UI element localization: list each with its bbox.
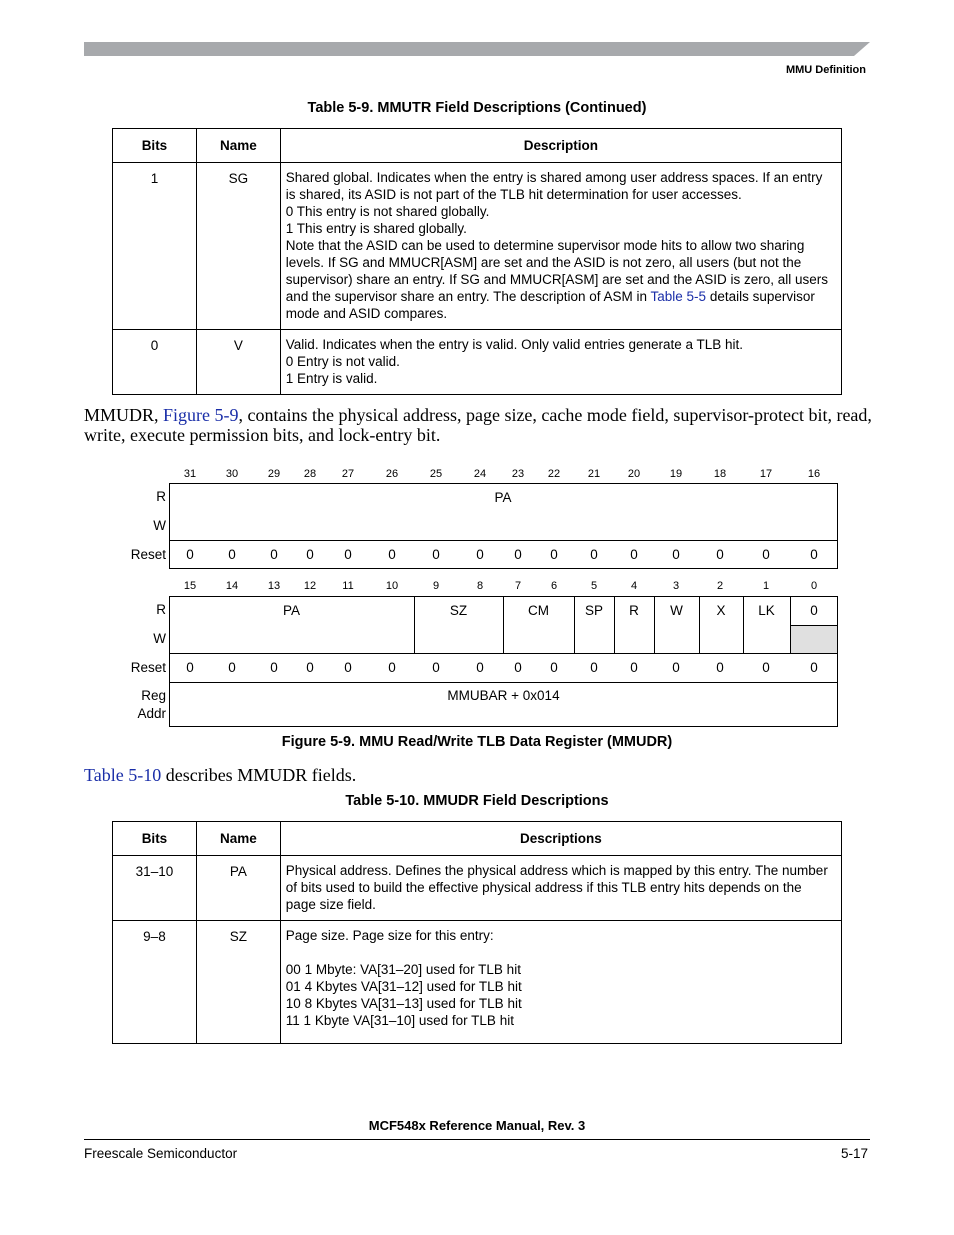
- desc-line: 10 8 Kbytes VA[31–13] used for TLB hit: [285, 996, 522, 1011]
- footer-company: Freescale Semiconductor: [84, 1146, 238, 1161]
- bit-number: 9: [432, 580, 440, 592]
- field-r: R: [629, 603, 639, 618]
- reset-value: 0: [228, 547, 236, 562]
- field-divider: [503, 596, 504, 653]
- header-bar: [84, 42, 870, 56]
- field-cm: CM: [528, 603, 549, 618]
- reset-value: 0: [306, 547, 314, 562]
- footer-rule: [84, 1139, 870, 1140]
- paragraph-text: , contains the physical address, page size, cache mode field, supervisor-protect bit, read, write, execute permission bits, and lock-entry bit.: [84, 405, 872, 445]
- bit-number: 0: [810, 580, 818, 592]
- reset-value: 0: [762, 547, 770, 562]
- field-reserved-zero: 0: [810, 603, 818, 618]
- bit-number: 18: [713, 468, 727, 480]
- desc-line: supervisor) share an entry. If SG and MMUCR[ASM] are set and the ASID is zero, all users: [285, 272, 829, 287]
- bit-number: 14: [225, 580, 239, 592]
- reset-value: 0: [590, 547, 598, 562]
- desc-line-blank: [286, 944, 835, 961]
- bit-number: 3: [672, 580, 680, 592]
- desc-line: [286, 288, 835, 305]
- bit-number: 29: [267, 468, 281, 480]
- desc-line: 01 4 Kbytes VA[31–12] used for TLB hit: [285, 979, 522, 994]
- cell-description: [280, 921, 841, 1044]
- register-upper-box: [169, 483, 838, 569]
- desc-line: 11 1 Kbyte VA[31–10] used for TLB hit: [285, 1013, 514, 1028]
- row-label-w: W: [153, 631, 166, 646]
- field-divider: [414, 596, 415, 653]
- reserved-bit-shading: [790, 625, 837, 653]
- table-row: [113, 330, 842, 395]
- reset-value: 0: [672, 660, 680, 675]
- row-label-reset: Reset: [130, 660, 166, 675]
- bit-number: 23: [511, 468, 525, 480]
- bit-number: 31: [183, 468, 197, 480]
- desc-line: 1 This entry is shared globally.: [285, 221, 467, 236]
- register-lower-box: [169, 596, 838, 683]
- reset-value: 0: [388, 547, 396, 562]
- bit-number: 21: [587, 468, 601, 480]
- field-divider: [743, 596, 744, 653]
- section-label: MMU Definition: [785, 64, 866, 76]
- row-label-r: R: [156, 489, 166, 504]
- footer-manual-title: MCF548x Reference Manual, Rev. 3: [368, 1118, 586, 1133]
- row-label-addr: Addr: [137, 706, 166, 721]
- reset-value: 0: [630, 660, 638, 675]
- bit-number: 10: [385, 580, 399, 592]
- reset-value: 0: [716, 547, 724, 562]
- reset-value: 0: [672, 547, 680, 562]
- header-description: Description: [280, 129, 841, 163]
- bit-number: 12: [303, 580, 317, 592]
- desc-line: Valid. Indicates when the entry is valid. Only valid entries generate a TLB hit.: [285, 337, 744, 352]
- bit-number: 27: [341, 468, 355, 480]
- field-w: W: [670, 603, 683, 618]
- cell-name: SG: [196, 163, 280, 330]
- field-divider: [574, 596, 575, 653]
- cell-bits: 0: [113, 330, 197, 395]
- desc-line: Page size. Page size for this entry:: [285, 928, 494, 943]
- header-bits: Bits: [113, 129, 197, 163]
- desc-line: 0 Entry is not valid.: [285, 354, 400, 369]
- paragraph-text: MMUDR,: [84, 405, 164, 425]
- row-label-r: R: [156, 602, 166, 617]
- bit-number: 8: [476, 580, 484, 592]
- cell-name: PA: [196, 856, 280, 921]
- desc-line: 00 1 Mbyte: VA[31–20] used for TLB hit: [285, 962, 521, 977]
- desc-line: levels. If SG and MMUCR[ASM] are set and the ASID is not zero, all users (but not the: [285, 255, 802, 270]
- bit-number: 20: [627, 468, 641, 480]
- table-5-10: [112, 821, 842, 1044]
- bit-number: 19: [669, 468, 683, 480]
- reset-value: 0: [270, 660, 278, 675]
- desc-line: 1 Entry is valid.: [285, 371, 378, 386]
- cell-description: [280, 163, 841, 330]
- reset-value: 0: [306, 660, 314, 675]
- bit-number: 5: [590, 580, 598, 592]
- bit-number: 2: [716, 580, 724, 592]
- desc-line: page size field.: [285, 897, 376, 912]
- desc-line: 0 This entry is not shared globally.: [285, 204, 490, 219]
- bit-number: 4: [630, 580, 638, 592]
- cell-bits: 1: [113, 163, 197, 330]
- register-address: MMUBAR + 0x014: [447, 688, 560, 703]
- bit-number: 30: [225, 468, 239, 480]
- reset-value: 0: [432, 660, 440, 675]
- reset-value: 0: [810, 660, 818, 675]
- bit-number: 1: [762, 580, 770, 592]
- reset-value: 0: [228, 660, 236, 675]
- reset-value: 0: [432, 547, 440, 562]
- table-5-10-link[interactable]: Table 5-10: [84, 765, 162, 785]
- reset-value: 0: [590, 660, 598, 675]
- bit-number: 28: [303, 468, 317, 480]
- reset-value: 0: [716, 660, 724, 675]
- table-header-row: [113, 129, 842, 163]
- bit-number: 22: [547, 468, 561, 480]
- reset-value: 0: [344, 660, 352, 675]
- reset-value: 0: [270, 547, 278, 562]
- field-pa-upper: PA: [494, 490, 512, 505]
- field-divider: [790, 596, 791, 653]
- table-row: [113, 163, 842, 330]
- divider: [169, 653, 838, 654]
- reset-value: 0: [186, 660, 194, 675]
- desc-line: Note that the ASID can be used to determine supervisor mode hits to allow two sharing: [285, 238, 805, 253]
- row-label-w: W: [153, 518, 166, 533]
- field-divider: [699, 596, 700, 653]
- table-5-9-caption: Table 5-9. MMUTR Field Descriptions (Continued): [307, 100, 647, 116]
- reset-value: 0: [186, 547, 194, 562]
- desc-line: Shared global. Indicates when the entry is shared among user address spaces. If an entry: [285, 170, 823, 185]
- cell-name: V: [196, 330, 280, 395]
- bit-number: 17: [759, 468, 773, 480]
- desc-line: mode and ASID compares.: [285, 306, 448, 321]
- bit-number: 24: [473, 468, 487, 480]
- bit-number: 6: [550, 580, 558, 592]
- bit-number: 15: [183, 580, 197, 592]
- desc-text: and the supervisor share an entry. The description of ASM in: [285, 289, 651, 304]
- divider: [790, 625, 837, 626]
- bit-number: 26: [385, 468, 399, 480]
- reset-value: 0: [388, 660, 396, 675]
- row-label-reg: Reg: [141, 688, 166, 703]
- figure-5-9-link[interactable]: Figure 5-9: [163, 405, 239, 425]
- reset-value: 0: [476, 660, 484, 675]
- desc-line: is shared, its ASID is not part of the TLB hit determination for user accesses.: [285, 187, 742, 202]
- field-x: X: [716, 603, 726, 618]
- row-label-reset: Reset: [130, 547, 166, 562]
- desc-line: of bits used to build the effective physical address if this TLB entry hits depends on the: [285, 880, 802, 895]
- reset-value: 0: [514, 660, 522, 675]
- cell-bits: 9–8: [113, 921, 197, 1044]
- paragraph-text: describes MMUDR fields.: [161, 765, 357, 785]
- table-header-row: [113, 822, 842, 856]
- field-sp: SP: [584, 603, 603, 618]
- table-5-9: [112, 128, 842, 395]
- bit-number: 13: [267, 580, 281, 592]
- bit-number: 16: [807, 468, 821, 480]
- reset-value: 0: [476, 547, 484, 562]
- reset-value: 0: [762, 660, 770, 675]
- reset-value: 0: [514, 547, 522, 562]
- reset-value: 0: [810, 547, 818, 562]
- reset-value: 0: [550, 547, 558, 562]
- field-pa: PA: [282, 603, 300, 618]
- cell-bits: 31–10: [113, 856, 197, 921]
- table-row: [113, 921, 842, 1044]
- bit-number: 7: [514, 580, 522, 592]
- cell-name: SZ: [196, 921, 280, 1044]
- cell-description: [280, 856, 841, 921]
- reset-value: 0: [344, 547, 352, 562]
- desc-text: details supervisor: [706, 289, 815, 304]
- bit-number: 25: [429, 468, 443, 480]
- body-paragraph-mmudr: [84, 405, 874, 445]
- field-divider: [614, 596, 615, 653]
- table-5-5-link[interactable]: Table 5-5: [650, 289, 707, 304]
- footer-page-number: 5-17: [840, 1146, 868, 1161]
- bit-number: 11: [342, 580, 354, 592]
- reset-value: 0: [630, 547, 638, 562]
- cell-description: [280, 330, 841, 395]
- register-address-box: [169, 682, 838, 727]
- header-name: Name: [196, 129, 280, 163]
- divider: [169, 540, 838, 541]
- table-row: [113, 856, 842, 921]
- header-bits: Bits: [113, 822, 197, 856]
- desc-line: Physical address. Defines the physical address which is mapped by this entry. The number: [285, 863, 828, 878]
- body-paragraph-table-ref: [84, 765, 874, 785]
- header-description: Descriptions: [280, 822, 841, 856]
- header-name: Name: [196, 822, 280, 856]
- field-sz: SZ: [449, 603, 468, 618]
- field-lk: LK: [758, 603, 775, 618]
- table-5-10-caption: Table 5-10. MMUDR Field Descriptions: [345, 793, 609, 809]
- reset-value: 0: [550, 660, 558, 675]
- figure-5-9-caption: Figure 5-9. MMU Read/Write TLB Data Register (MMUDR): [281, 734, 673, 750]
- field-divider: [654, 596, 655, 653]
